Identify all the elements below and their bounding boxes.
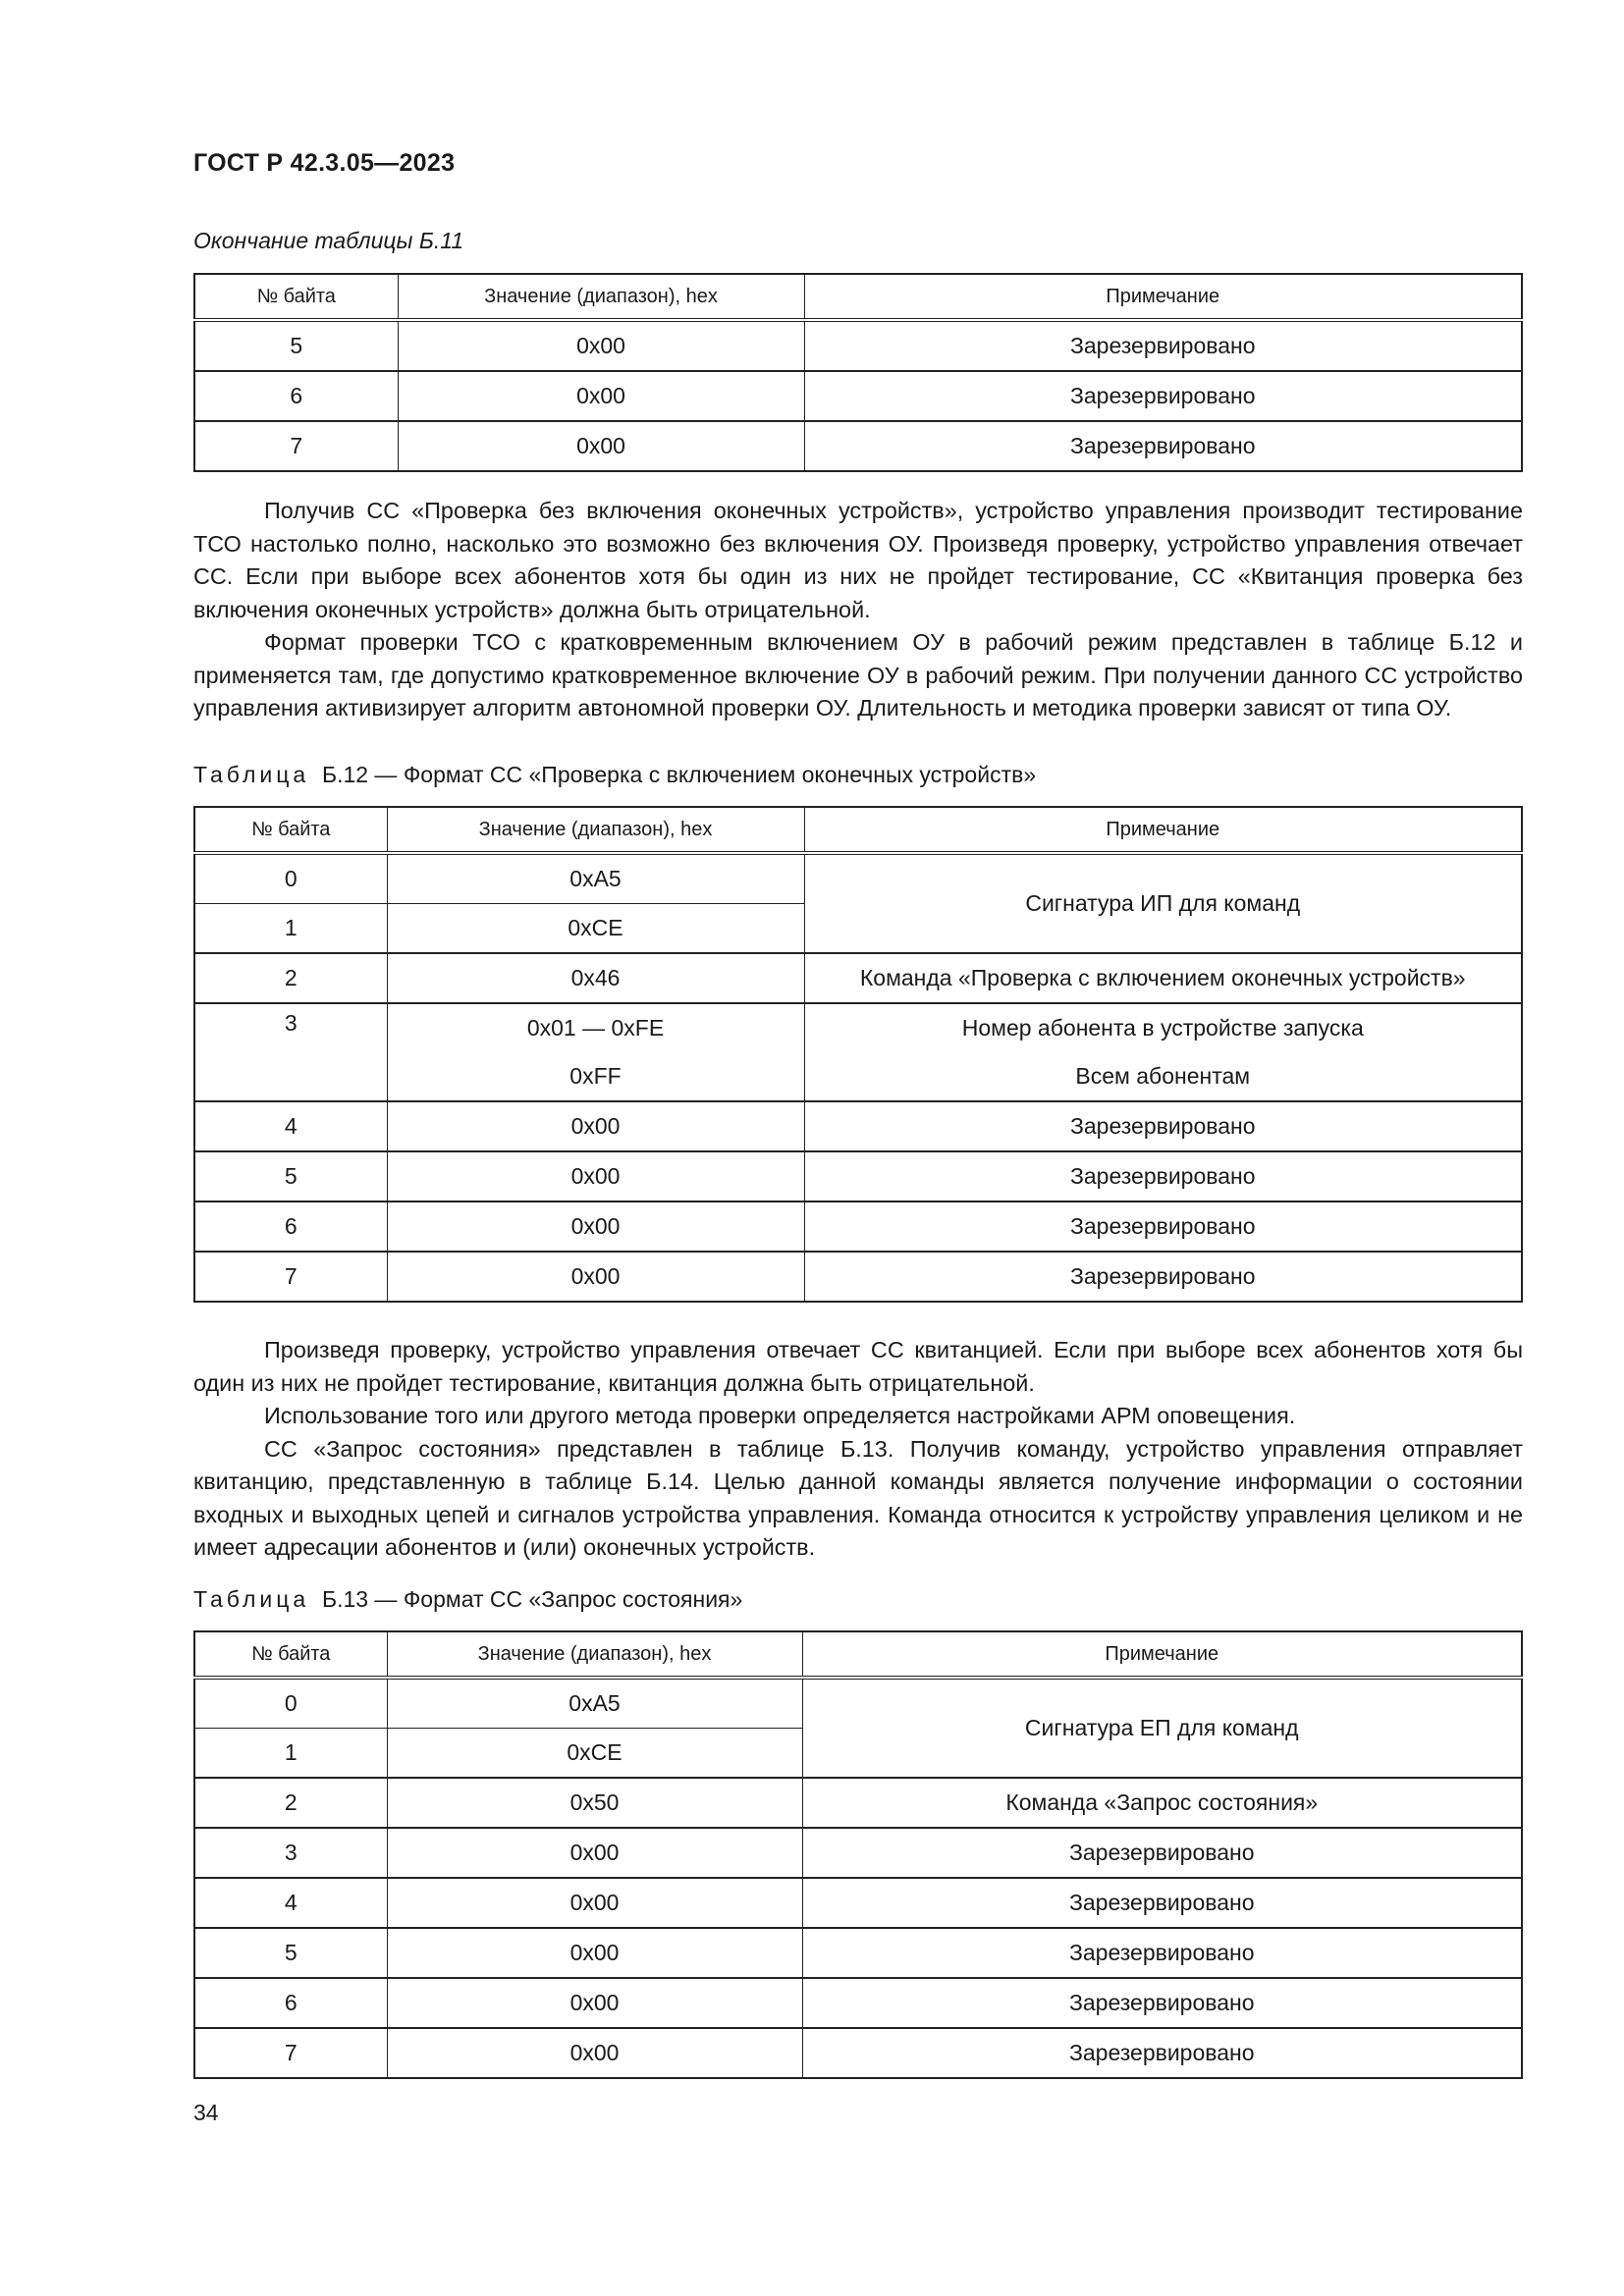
cell-byte: 2 — [194, 953, 387, 1003]
paragraph: СС «Запрос состояния» представлен в таблице Б.13. Получив команду, устройство управления отправляет квитанцию, представленную в таблице Б.14. Целью данной команды является получение информации о состоянии входных и выходных цепей и сигналов устройства управления. Команда относится к устройству управления целиком и не имеет адресации абонентов и (или) оконечных устройств. — [193, 1435, 1523, 1560]
cell-value: 0x50 — [387, 1778, 802, 1828]
table-row — [194, 1101, 1522, 1151]
cell-byte: 6 — [194, 1978, 387, 2028]
cell-note: Зарезервировано — [804, 371, 1522, 421]
table-row — [194, 1151, 1522, 1201]
table-b12-caption — [193, 762, 1036, 788]
col-header-note: Примечание — [802, 1631, 1522, 1678]
cell-note: Зарезервировано — [804, 1101, 1522, 1151]
cell-byte: 5 — [194, 1928, 387, 1978]
cell-note: Зарезервировано — [802, 1978, 1522, 2028]
page-number: 34 — [193, 2100, 219, 2125]
cell-note: Команда «Запрос состояния» — [802, 1778, 1522, 1828]
table-row — [194, 1003, 1522, 1101]
cell-value: 0x00 — [398, 421, 804, 471]
cell-byte: 3 — [194, 1003, 387, 1101]
table-row — [194, 421, 1522, 471]
table-b11-caption: Окончание таблицы Б.11 — [193, 228, 464, 253]
table-row — [194, 1878, 1522, 1928]
col-header-note: Примечание — [804, 274, 1522, 320]
cell-note: Зарезервировано — [802, 1928, 1522, 1978]
cell-note: Сигнатура ИП для команд — [804, 853, 1522, 953]
col-header-note: Примечание — [804, 807, 1522, 853]
caption-table-word: Таблица — [193, 1586, 310, 1612]
caption-table-word: Таблица — [193, 762, 310, 787]
cell-byte: 4 — [194, 1878, 387, 1928]
paragraph: Произведя проверку, устройство управления отвечает СС квитанцией. Если при выборе всех абонентов хотя бы один из них не пройдет тестирование, квитанция должна быть отрицательной. — [193, 1337, 1523, 1396]
cell-value: 0x46 — [387, 953, 804, 1003]
table-header-row — [194, 274, 1522, 320]
cell-value: 0x00 — [387, 2028, 802, 2078]
cell-note — [804, 1003, 1522, 1101]
cell-byte: 6 — [194, 371, 398, 421]
table-row — [194, 1928, 1522, 1978]
col-header-byte: № байта — [194, 807, 387, 853]
cell-value — [387, 1003, 804, 1101]
cell-byte: 0 — [194, 853, 387, 904]
col-header-value: Значение (диапазон), hex — [387, 807, 804, 853]
cell-byte: 1 — [194, 904, 387, 954]
caption-title: Б.12 — Формат СС «Проверка с включением оконечных устройств» — [321, 762, 1037, 787]
cell-byte: 7 — [194, 2028, 387, 2078]
cell-value-line: 0x01 — 0xFE — [526, 1015, 665, 1041]
paragraph: Получив СС «Проверка без включения оконечных устройств», устройство управления производит тестирование ТСО настолько полно, насколько это возможно без включения ОУ. Произведя проверку, устройство управления отвечает СС. Если при выборе всех абонентов хотя бы один из них не пройдет тестирование, СС «Квитанция проверка без включения оконечных устройств» должна быть отрицательной. — [193, 498, 1523, 622]
cell-byte: 7 — [194, 1252, 387, 1302]
cell-note: Зарезервировано — [804, 320, 1522, 371]
cell-byte: 5 — [194, 1151, 387, 1201]
cell-byte: 5 — [194, 320, 398, 371]
table-row — [194, 1252, 1522, 1302]
cell-note: Зарезервировано — [802, 2028, 1522, 2078]
body-text-2 — [193, 1334, 1523, 1565]
table-row — [194, 1678, 1522, 1729]
paragraph: Использование того или другого метода проверки определяется настройками АРМ оповещения. — [264, 1403, 1296, 1428]
col-header-byte: № байта — [194, 274, 398, 320]
caption-title: Б.13 — Формат СС «Запрос состояния» — [321, 1586, 743, 1612]
cell-value: 0x00 — [387, 1828, 802, 1878]
table-row — [194, 1978, 1522, 2028]
cell-value: 0xCE — [387, 904, 804, 954]
cell-value: 0x00 — [387, 1252, 804, 1302]
col-header-value: Значение (диапазон), hex — [387, 1631, 802, 1678]
table-row — [194, 953, 1522, 1003]
table-b13-caption — [193, 1586, 742, 1613]
cell-note: Сигнатура ЕП для команд — [802, 1678, 1522, 1778]
cell-note-line: Номер абонента в устройстве запуска — [961, 1015, 1364, 1041]
cell-note: Зарезервировано — [804, 1151, 1522, 1201]
cell-value: 0x00 — [387, 1978, 802, 2028]
cell-value: 0x00 — [387, 1151, 804, 1201]
col-header-value: Значение (диапазон), hex — [398, 274, 804, 320]
cell-byte: 2 — [194, 1778, 387, 1828]
table-row — [194, 320, 1522, 371]
cell-value: 0x00 — [387, 1928, 802, 1978]
col-header-byte: № байта — [194, 1631, 387, 1678]
table-header-row — [194, 1631, 1522, 1678]
table-row — [194, 1201, 1522, 1252]
table-row — [194, 2028, 1522, 2078]
cell-value: 0x00 — [398, 320, 804, 371]
cell-note: Зарезервировано — [804, 421, 1522, 471]
cell-note: Зарезервировано — [802, 1828, 1522, 1878]
table-row — [194, 1778, 1522, 1828]
cell-note: Зарезервировано — [804, 1201, 1522, 1252]
cell-value: 0x00 — [387, 1101, 804, 1151]
table-b11 — [193, 273, 1523, 472]
cell-value: 0x00 — [387, 1201, 804, 1252]
cell-value-line: 0xFF — [569, 1063, 622, 1089]
document-header: ГОСТ Р 42.3.05—2023 — [193, 149, 456, 177]
table-row — [194, 853, 1522, 904]
cell-byte: 3 — [194, 1828, 387, 1878]
cell-value: 0xCE — [387, 1729, 802, 1779]
cell-note: Зарезервировано — [802, 1878, 1522, 1928]
table-row — [194, 1828, 1522, 1878]
cell-value: 0x00 — [387, 1878, 802, 1928]
cell-note: Команда «Проверка с включением оконечных устройств» — [804, 953, 1522, 1003]
table-header-row — [194, 807, 1522, 853]
cell-byte: 4 — [194, 1101, 387, 1151]
cell-note-line: Всем абонентам — [1075, 1063, 1251, 1089]
cell-byte: 1 — [194, 1729, 387, 1779]
cell-byte: 7 — [194, 421, 398, 471]
table-row — [194, 371, 1522, 421]
cell-byte: 0 — [194, 1678, 387, 1729]
cell-value: 0xA5 — [387, 853, 804, 904]
cell-byte: 6 — [194, 1201, 387, 1252]
body-text-1 — [193, 495, 1523, 725]
cell-value: 0x00 — [398, 371, 804, 421]
cell-note: Зарезервировано — [804, 1252, 1522, 1302]
table-b12 — [193, 806, 1523, 1303]
table-b13 — [193, 1630, 1523, 2079]
paragraph: Формат проверки ТСО с кратковременным включением ОУ в рабочий режим представлен в таблице Б.12 и применяется там, где допустимо кратковременное включение ОУ в рабочий режим. При получении данного СС устройство управления активизирует алгоритм автономной проверки ОУ. Длительность и методика проверки зависят от типа ОУ. — [193, 629, 1523, 721]
cell-value: 0xA5 — [387, 1678, 802, 1729]
